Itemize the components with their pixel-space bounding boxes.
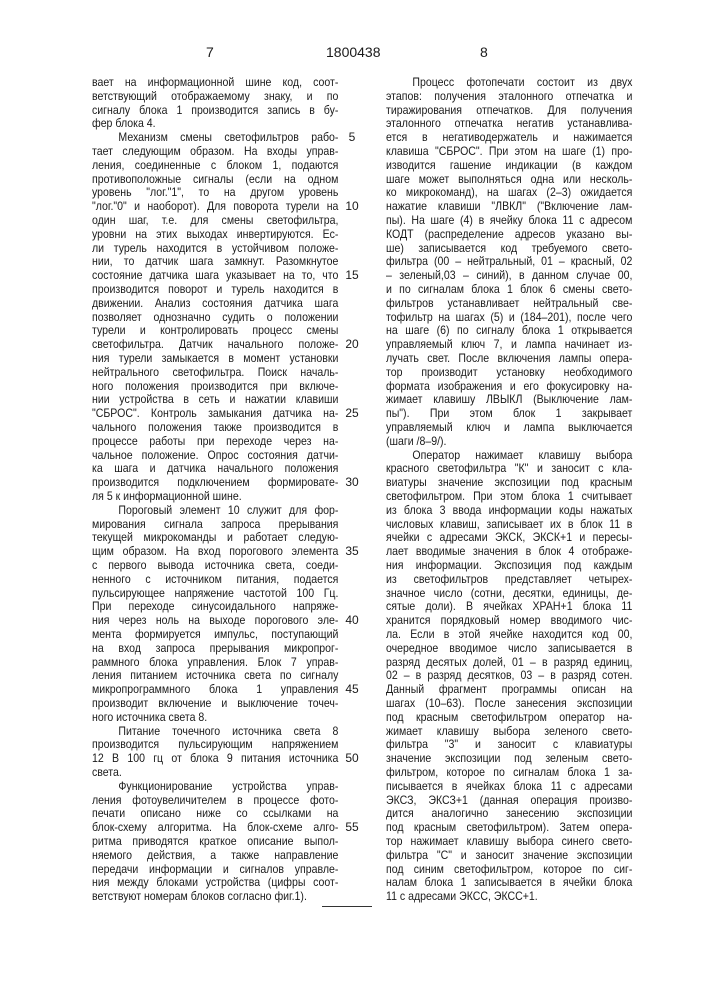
text-line: фильтра (00 – нейтральный, 01 – красный, 02 bbox=[386, 254, 632, 268]
text-line: фильтров устанавливает нейтральный све- bbox=[386, 296, 632, 310]
text-line: красного светофильтра "К" и заносит с кла- bbox=[386, 461, 632, 475]
text-line: позволяет однозначно судить о положении bbox=[92, 310, 338, 324]
text-line: КОДТ (распределение адресов указано вы- bbox=[386, 227, 632, 241]
text-line: 02 – в разряд десятков, 03 – в разряд сотен. bbox=[386, 668, 632, 682]
text-line: ления питанием источника света по сигналу bbox=[92, 668, 338, 682]
text-line: Оператор нажимает клавишу выбора bbox=[386, 448, 632, 462]
line-marker: 20 bbox=[340, 337, 364, 351]
text-line: ли турель находится в устойчивом положе- bbox=[92, 241, 338, 255]
text-line: передачи информации и сигналов управле- bbox=[92, 862, 338, 876]
text-line: чальное положение. Опрос состояния датчи- bbox=[92, 448, 338, 462]
text-line: шагах (10–63). После занесения экспозиции bbox=[386, 696, 632, 710]
text-line: состояние датчика шага указывает на то, что bbox=[92, 268, 338, 282]
text-line: ненного с источником питания, подается bbox=[92, 572, 338, 586]
text-line: Питание точечного источника света 8 bbox=[92, 724, 338, 738]
text-line: чального положения также производится в bbox=[92, 420, 338, 434]
text-line: сигналу блока 1 производится запись в бу- bbox=[92, 103, 338, 117]
line-marker: 15 bbox=[340, 268, 364, 282]
text-line: хранится порядковый номер вводимого чис- bbox=[386, 613, 632, 627]
text-line: процессе работы при переходе через на- bbox=[92, 434, 338, 448]
text-line: очередное вводимое число записывается в bbox=[386, 641, 632, 655]
text-line: налам блока 1 записывается в ячейки блока bbox=[386, 875, 632, 889]
text-line: ется в негативодержатель и нажимается bbox=[386, 130, 632, 144]
text-line: Данный фрагмент программы описан на bbox=[386, 682, 632, 696]
text-line: Процесс фотопечати состоит из двух bbox=[386, 75, 632, 89]
text-line: на шаге (6) по сигналу блока 1 открывается bbox=[386, 323, 632, 337]
text-line: ния через ноль на выходе порогового эле- bbox=[92, 613, 338, 627]
text-line: фер блока 4. bbox=[92, 116, 338, 130]
text-line: тор производит установку необходимого bbox=[386, 365, 632, 379]
text-line: печати описано ниже со ссылками на bbox=[92, 806, 338, 820]
text-line: разряд десятых долей, 01 – в разряд единиц, bbox=[386, 655, 632, 669]
text-line: раммного блока управления. Блок 7 управ- bbox=[92, 655, 338, 669]
text-line: ветствующий отображаемому знаку, и по bbox=[92, 89, 338, 103]
line-marker: 25 bbox=[340, 406, 364, 420]
text-line: уровни на этих выходах инвертируются. Ес- bbox=[92, 227, 338, 241]
text-line: ЭКСЗ, ЭКСЗ+1 (данная операция произво- bbox=[386, 793, 632, 807]
line-marker: 5 bbox=[340, 130, 364, 144]
text-line: ля 5 к информационной шине. bbox=[92, 489, 338, 503]
line-marker: 30 bbox=[340, 475, 364, 489]
page-number-right: 8 bbox=[480, 44, 488, 60]
text-line: нейтрального светофильтра. Поиск началь- bbox=[92, 365, 338, 379]
text-line: пульсирующее напряжение частотой 100 Гц. bbox=[92, 586, 338, 600]
text-line: светофильтром. При этом блока 1 считывает bbox=[386, 489, 632, 503]
text-line: няемого действия, а также направление bbox=[92, 848, 338, 862]
text-line: ячейки с адресами ЭКСК, ЭКСК+1 и пересы- bbox=[386, 530, 632, 544]
line-marker: 10 bbox=[340, 199, 364, 213]
text-line: числовых клавиш, записывает их в блок 11 в bbox=[386, 517, 632, 531]
text-line: Механизм смены светофильтров рабо- bbox=[92, 130, 338, 144]
text-line: с первого вывода источника света, соеди- bbox=[92, 558, 338, 572]
text-line: жимает клавишу выбора зеленого свето- bbox=[386, 724, 632, 738]
text-line: изводится гашение индикации (в каждом bbox=[386, 158, 632, 172]
text-line: ка шага и датчика начального положения bbox=[92, 461, 338, 475]
text-line: блок-схему алгоритма. На блок-схеме алго- bbox=[92, 820, 338, 834]
text-line: дится аналогично занесению экспозиции bbox=[386, 806, 632, 820]
text-line: эталонного отпечатка негатив устанавлива- bbox=[386, 116, 632, 130]
text-line: текущей микрокоманды и работает следую- bbox=[92, 530, 338, 544]
text-line: ния информации. Экспозиция под каждым bbox=[386, 558, 632, 572]
text-line: ления, соединенные с блоком 1, подаются bbox=[92, 158, 338, 172]
text-line: ного источника света 8. bbox=[92, 710, 338, 724]
text-line: управляемый ключ 7, и лампа начинает из- bbox=[386, 337, 632, 351]
text-line: микропрограммного блока 1 управления bbox=[92, 682, 338, 696]
text-line: нажатие клавиши "ЛВКЛ" ("Включение лам- bbox=[386, 199, 632, 213]
line-marker: 45 bbox=[340, 682, 364, 696]
text-line: уровень "лог."1", то на другом уровень bbox=[92, 185, 338, 199]
text-line: из светофильтров представляет четырех- bbox=[386, 572, 632, 586]
text-line: тор нажимает клавишу выбора синего свето- bbox=[386, 834, 632, 848]
line-marker: 40 bbox=[340, 613, 364, 627]
text-line: производится подключением формировате- bbox=[92, 475, 338, 489]
text-line: производит включение и выключение точеч- bbox=[92, 696, 338, 710]
page-number-left: 7 bbox=[206, 44, 214, 60]
text-line: ко микрокоманд), на шагах (2–3) ожидается bbox=[386, 185, 632, 199]
text-line: лучать свет. После включения лампы опера- bbox=[386, 351, 632, 365]
text-line: лает вводимые значения в блок 4 отображе- bbox=[386, 544, 632, 558]
text-line: пы). На шаге (4) в ячейку блока 11 с адресом bbox=[386, 213, 632, 227]
text-line: один шаг, т.е. для смены светофильтра, bbox=[92, 213, 338, 227]
text-line: Пороговый элемент 10 служит для фор- bbox=[92, 503, 338, 517]
text-line: сятые доли). В ячейках ХРАН+1 блока 11 bbox=[386, 599, 632, 613]
text-line: и по сигналам блока 1 блок 6 смены свето- bbox=[386, 282, 632, 296]
text-line: ритма приводятся краткое описание выпол- bbox=[92, 834, 338, 848]
text-line: движении. Анализ состояния датчика шага bbox=[92, 296, 338, 310]
text-line: под красным светофильтром). Затем опера- bbox=[386, 820, 632, 834]
text-line: ного положения производится при включе- bbox=[92, 379, 338, 393]
text-line: мента формируется импульс, поступающий bbox=[92, 627, 338, 641]
text-line: мирования сигнала запроса прерывания bbox=[92, 517, 338, 531]
text-line: производится пульсирующим напряжением bbox=[92, 737, 338, 751]
text-line: ния между блоками устройства (цифры соот- bbox=[92, 875, 338, 889]
text-line: 12 В 100 гц от блока 9 питания источника bbox=[92, 751, 338, 765]
text-line: под синим светофильтром, которое по сиг- bbox=[386, 862, 632, 876]
text-line: формата изображения и его фокусировку на- bbox=[386, 379, 632, 393]
text-line: производится поворот и турель находится в bbox=[92, 282, 338, 296]
text-line: При переходе синусоидального напряже- bbox=[92, 599, 338, 613]
text-line: светофильтра. Датчик начального положе- bbox=[92, 337, 338, 351]
line-marker: 35 bbox=[340, 544, 364, 558]
text-line: вает на информационной шине код, соот- bbox=[92, 75, 338, 89]
line-marker: 50 bbox=[340, 751, 364, 765]
text-line: ния турели замыкается в момент установки bbox=[92, 351, 338, 365]
text-line: 11 с адресами ЭКСС, ЭКСС+1. bbox=[386, 889, 632, 903]
text-line: этапов: получения эталонного отпечатка и bbox=[386, 89, 632, 103]
text-line: на вход запроса прерывания микропрог- bbox=[92, 641, 338, 655]
text-line: значение экспозиции под зеленым свето- bbox=[386, 751, 632, 765]
text-line: ления фотоувеличителем в процессе фото- bbox=[92, 793, 338, 807]
text-line: виатуры значение экспозиции под красным bbox=[386, 475, 632, 489]
text-line: управляемый ключ и лампа выключается bbox=[386, 420, 632, 434]
text-line: фильтром, которое по сигналам блока 1 за- bbox=[386, 765, 632, 779]
text-line: нии, то датчик шага замкнут. Разомкнутое bbox=[92, 254, 338, 268]
text-line: Функционирование устройства управ- bbox=[92, 779, 338, 793]
text-line: фильтра "3" и заносит с клавиатуры bbox=[386, 737, 632, 751]
text-line: (шаги /8–9/). bbox=[386, 434, 632, 448]
text-line: под красным светофильтром оператор на- bbox=[386, 710, 632, 724]
line-marker: 55 bbox=[340, 820, 364, 834]
text-line: тает следующим образом. На входы управ- bbox=[92, 144, 338, 158]
text-line: из блока 3 ввода информации коды нажатых bbox=[386, 503, 632, 517]
text-line: – зеленый,03 – синий), в данном случае 00, bbox=[386, 268, 632, 282]
text-line: значное число (сотни, десятки, единицы, де- bbox=[386, 586, 632, 600]
text-line: щим образом. На вход порогового элемента bbox=[92, 544, 338, 558]
text-line: клавиша "СБРОС". При этом на шаге (1) про- bbox=[386, 144, 632, 158]
text-line: противоположные сигналы (если на одном bbox=[92, 172, 338, 186]
text-line: писывается в ячейках блока 11 с адресами bbox=[386, 779, 632, 793]
text-line: шаге может выполняться одна или несколь- bbox=[386, 172, 632, 186]
text-line: тофильтр на шагах (5) и (184–201), после чего bbox=[386, 310, 632, 324]
text-line: турели и контролировать процесс смены bbox=[92, 323, 338, 337]
text-line: нии устройства в сеть и нажатии клавиши bbox=[92, 392, 338, 406]
text-line: света. bbox=[92, 765, 338, 779]
text-line: пы"). При этом блок 1 закрывает bbox=[386, 406, 632, 420]
text-line: ла. Если в этой ячейке находится код 00, bbox=[386, 627, 632, 641]
text-line: "лог."0" и наоборот). Для поворота турели на bbox=[92, 199, 338, 213]
text-line: ветствуют номерам блоков согласно фиг.1). bbox=[92, 889, 338, 903]
text-line: жимает клавишу ЛВЫКЛ (Выключение лам- bbox=[386, 392, 632, 406]
text-line: тиражирования отпечатков. Для получения bbox=[386, 103, 632, 117]
text-line: "СБРОС". Контроль замыкания датчика на- bbox=[92, 406, 338, 420]
patent-number: 1800438 bbox=[326, 44, 381, 60]
text-line: ше) записывается код требуемого свето- bbox=[386, 241, 632, 255]
text-line: фильтра "С" и заносит значение экспозиции bbox=[386, 848, 632, 862]
end-rule bbox=[322, 906, 372, 907]
